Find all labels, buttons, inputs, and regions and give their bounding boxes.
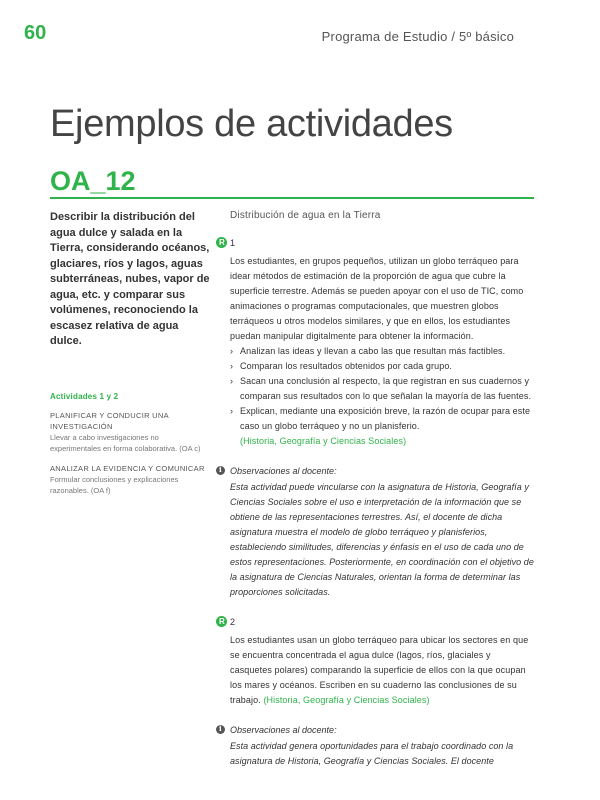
observations-1: [230, 465, 535, 600]
observations-text: Esta actividad puede vincularse con la asignatura de Historia, Geografía y Ciencias Sociales sobre el uso e interpretación de la información que se obtiene de las representaciones terrestres. Así, el docente de dicha asignatura muestra el modelo de globo terráqueo y planisferios, estableciendo similitudes, diferencias y énfasis en el uso de cada uno de estos representaciones. Posteriormente, en coordinación con el objetivo de la asignatura de Ciencias Naturales, orientan la forma de determinar las proporciones solicitadas.: [230, 482, 534, 597]
observations-heading: Observaciones al docente:: [230, 466, 337, 476]
activities-heading: Actividades 1 y 2: [50, 391, 119, 401]
activity-text-body: Los estudiantes usan un globo terráqueo para ubicar los sectores en que se encuentra concentrada el agua dulce (lagos, ríos, glaciales y casquetes polares) comparando la superficie de ellos con la que ocupan los mares y océanos. Escriben en su cuaderno las conclusiones de su trabajo.: [230, 635, 529, 705]
skill-block: [50, 463, 210, 496]
activity-marker-icon: [216, 616, 227, 627]
list-item: [230, 344, 535, 359]
subject-tag: (Historia, Geografía y Ciencias Sociales): [263, 695, 430, 705]
activity-1: [230, 237, 535, 449]
skill-title: PLANIFICAR Y CONDUCIR UNA INVESTIGACIÓN: [50, 410, 169, 431]
activity-number: 1: [230, 238, 236, 248]
page-number: 60: [24, 22, 47, 44]
page-title: Ejemplos de actividades: [50, 103, 453, 145]
activity-marker-icon: [216, 237, 227, 248]
activity-2: [230, 616, 535, 708]
section-title: Distribución de agua en la Tierra: [230, 210, 381, 221]
subject-tag: (Historia, Geografía y Ciencias Sociales): [240, 436, 407, 446]
list-item: [230, 359, 535, 374]
oa-description: Describir la distribución del agua dulce y salada en la Tierra, considerando océanos, glaciares, ríos y lagos, aguas subterráneas, nubes, vapor de agua, etc. y comparar sus volúmenes, reconociendo la escasez relativa de agua dulce.: [50, 211, 210, 347]
title-divider: [50, 197, 534, 199]
list-item-text: Explican, mediante una exposición breve, la razón de ocupar para este caso un globo terráqueo y no un planisferio.: [240, 406, 531, 431]
observations-text: Esta actividad genera oportunidades para el trabajo coordinado con la asignatura de Historia, Geografía y Ciencias Sociales. El docente: [230, 741, 514, 766]
skill-description: Llevar a cabo investigaciones no experimentales en forma colaborativa. (OA c): [50, 432, 201, 453]
observations-heading: Observaciones al docente:: [230, 725, 337, 735]
chevron-right-icon: ›: [230, 406, 234, 416]
list-item: [230, 374, 535, 404]
running-title: Programa de Estudio / 5º básico: [321, 29, 514, 44]
activity-bullets: [230, 344, 535, 449]
activity-number: 2: [230, 617, 236, 627]
activity-text: [230, 633, 535, 708]
list-item-text: Comparan los resultados obtenidos por cada grupo.: [240, 361, 453, 371]
info-icon: [216, 725, 225, 734]
skill-title: ANALIZAR LA EVIDENCIA Y COMUNICAR: [50, 463, 205, 473]
chevron-right-icon: ›: [230, 346, 234, 356]
activity-text: Los estudiantes, en grupos pequeños, utilizan un globo terráqueo para idear métodos de estimación de la proporción de agua que cubre la superficie terrestre. Además se pueden apoyar con el uso de TIC, como animaciones o programas computacionales, que muestren globos terráqueos u otros modelos similares, y que en ellos, los estudiantes puedan manipular digitalmente para obtener la información.: [230, 256, 524, 341]
left-column: [50, 210, 210, 496]
right-column: [230, 210, 535, 769]
skill-block: [50, 410, 210, 454]
info-icon: [216, 466, 225, 475]
list-item: [230, 404, 535, 449]
skill-description: Formular conclusiones y explicaciones razonables. (OA f): [50, 474, 179, 495]
oa-code: OA_12: [50, 166, 136, 196]
chevron-right-icon: ›: [230, 361, 234, 371]
list-item-text: Sacan una conclusión al respecto, la que registran en sus cuadernos y comparan sus resultados con lo que señalan la mayoría de las fuentes.: [240, 376, 532, 401]
chevron-right-icon: ›: [230, 376, 234, 386]
list-item-text: Analizan las ideas y llevan a cabo las que resultan más factibles.: [240, 346, 506, 356]
observations-2: [230, 724, 535, 769]
